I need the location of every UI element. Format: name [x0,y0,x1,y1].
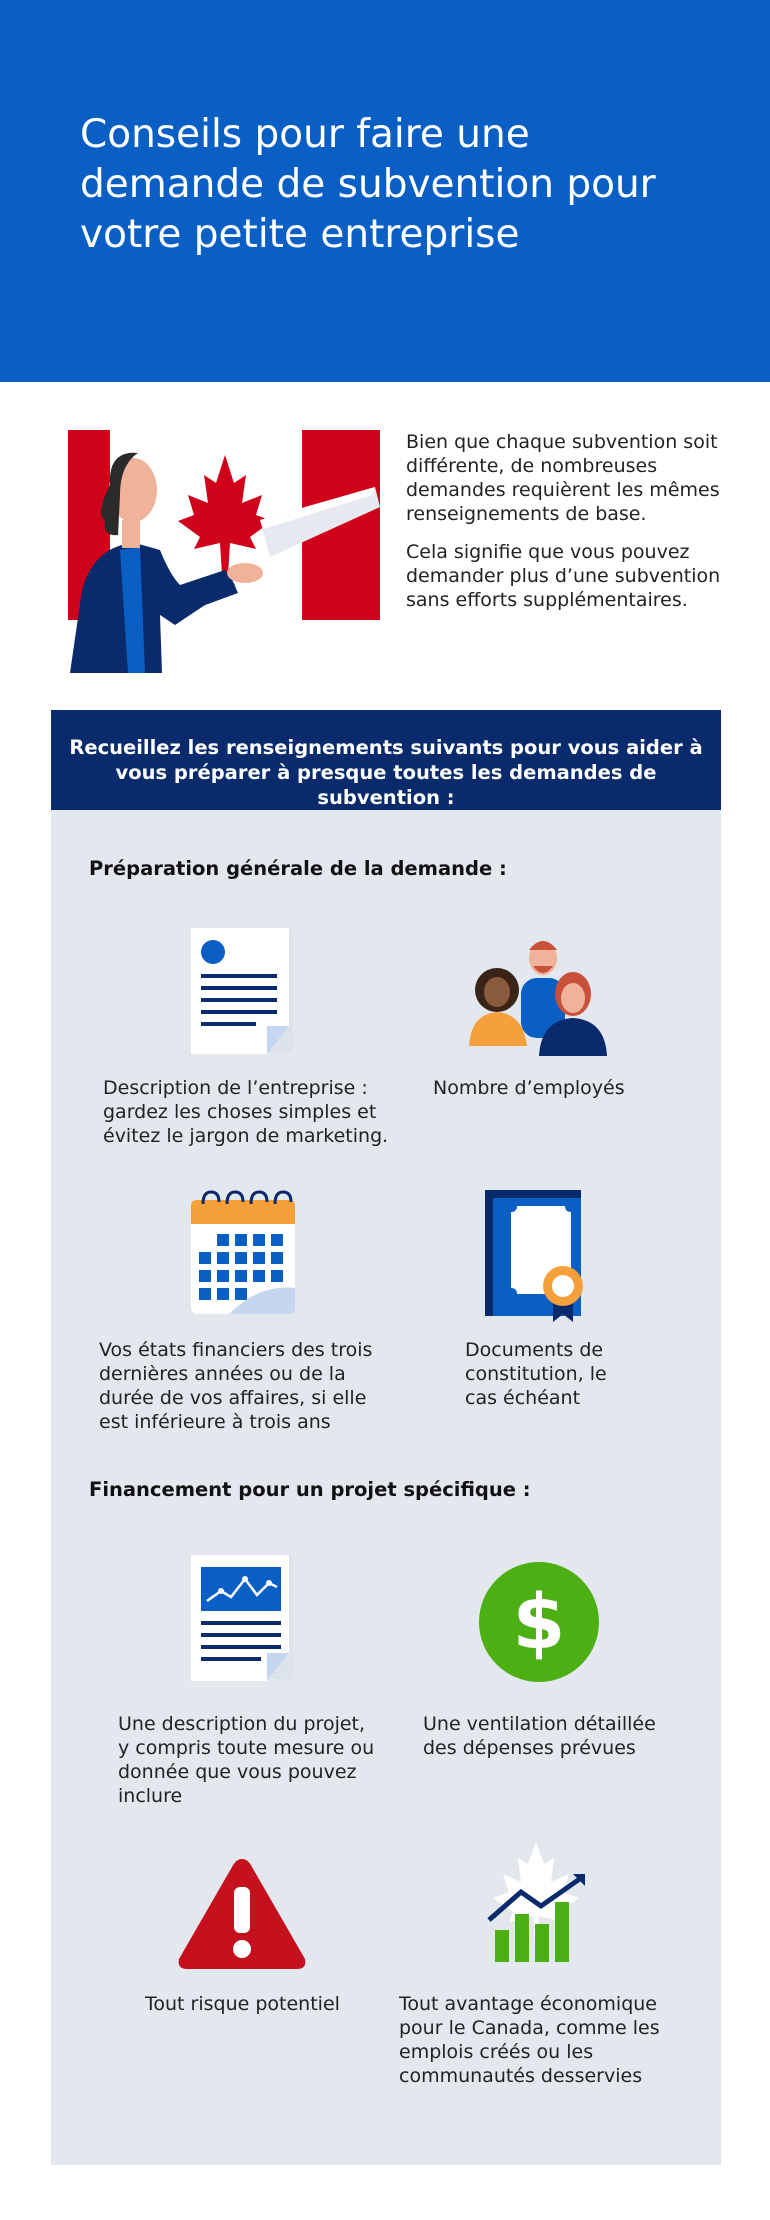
item-expense-breakdown: Une ventilation détaillée des dépenses prévues [423,1713,656,1759]
item-incorporation-documents: Documents de constitution, le cas échéant [465,1339,607,1409]
svg-text:$: $ [512,1577,566,1666]
item-employee-count: Nombre d’employés [433,1077,625,1099]
checklist-panel [51,710,721,2165]
section-title-project: Financement pour un projet spécifique : [89,1478,531,1501]
item-financial-statements: Vos états financiers des trois dernières années ou de la durée de vos affaires, si elle est inférieure à trois ans [99,1339,373,1433]
people-group-icon [469,928,609,1062]
document-icon [189,928,299,1062]
intro-paragraph-1: Bien que chaque subvention soit différente, de nombreuses demandes requièrent les mêmes renseignements de base. [406,431,720,525]
item-potential-risk: Tout risque potentiel [145,1993,340,2015]
section-title-general: Préparation générale de la demande : [89,857,507,880]
panel-header: Recueillez les renseignements suivants pour vous aider à vous préparer à presque toutes les demandes de subvention : [51,710,721,810]
intro-text [406,430,736,612]
item-economic-benefit: Tout avantage économique pour le Canada, comme les emplois créés ou les communautés desservies [399,1993,660,2087]
item-business-description: Description de l’entreprise : gardez les choses simples et évitez le jargon de marketing. [103,1077,389,1147]
woman-presenting-canada-flag-icon [50,425,390,673]
report-chart-icon [189,1555,299,1689]
maple-growth-chart-icon [481,1840,591,1974]
page-title: Conseils pour faire une demande de subvention pour votre petite entreprise [80,112,656,257]
item-project-description: Une description du projet, y compris toute mesure ou donnée que vous pouvez inclure [118,1713,375,1807]
dollar-coin-icon [477,1560,601,1688]
warning-icon [175,1855,309,1977]
calendar-icon [189,1188,299,1322]
intro-paragraph-2: Cela signifie que vous pouvez demander plus d’une subvention sans efforts supplémentaires. [406,541,721,611]
hero-banner [0,0,770,382]
certificate-icon [483,1188,593,1328]
